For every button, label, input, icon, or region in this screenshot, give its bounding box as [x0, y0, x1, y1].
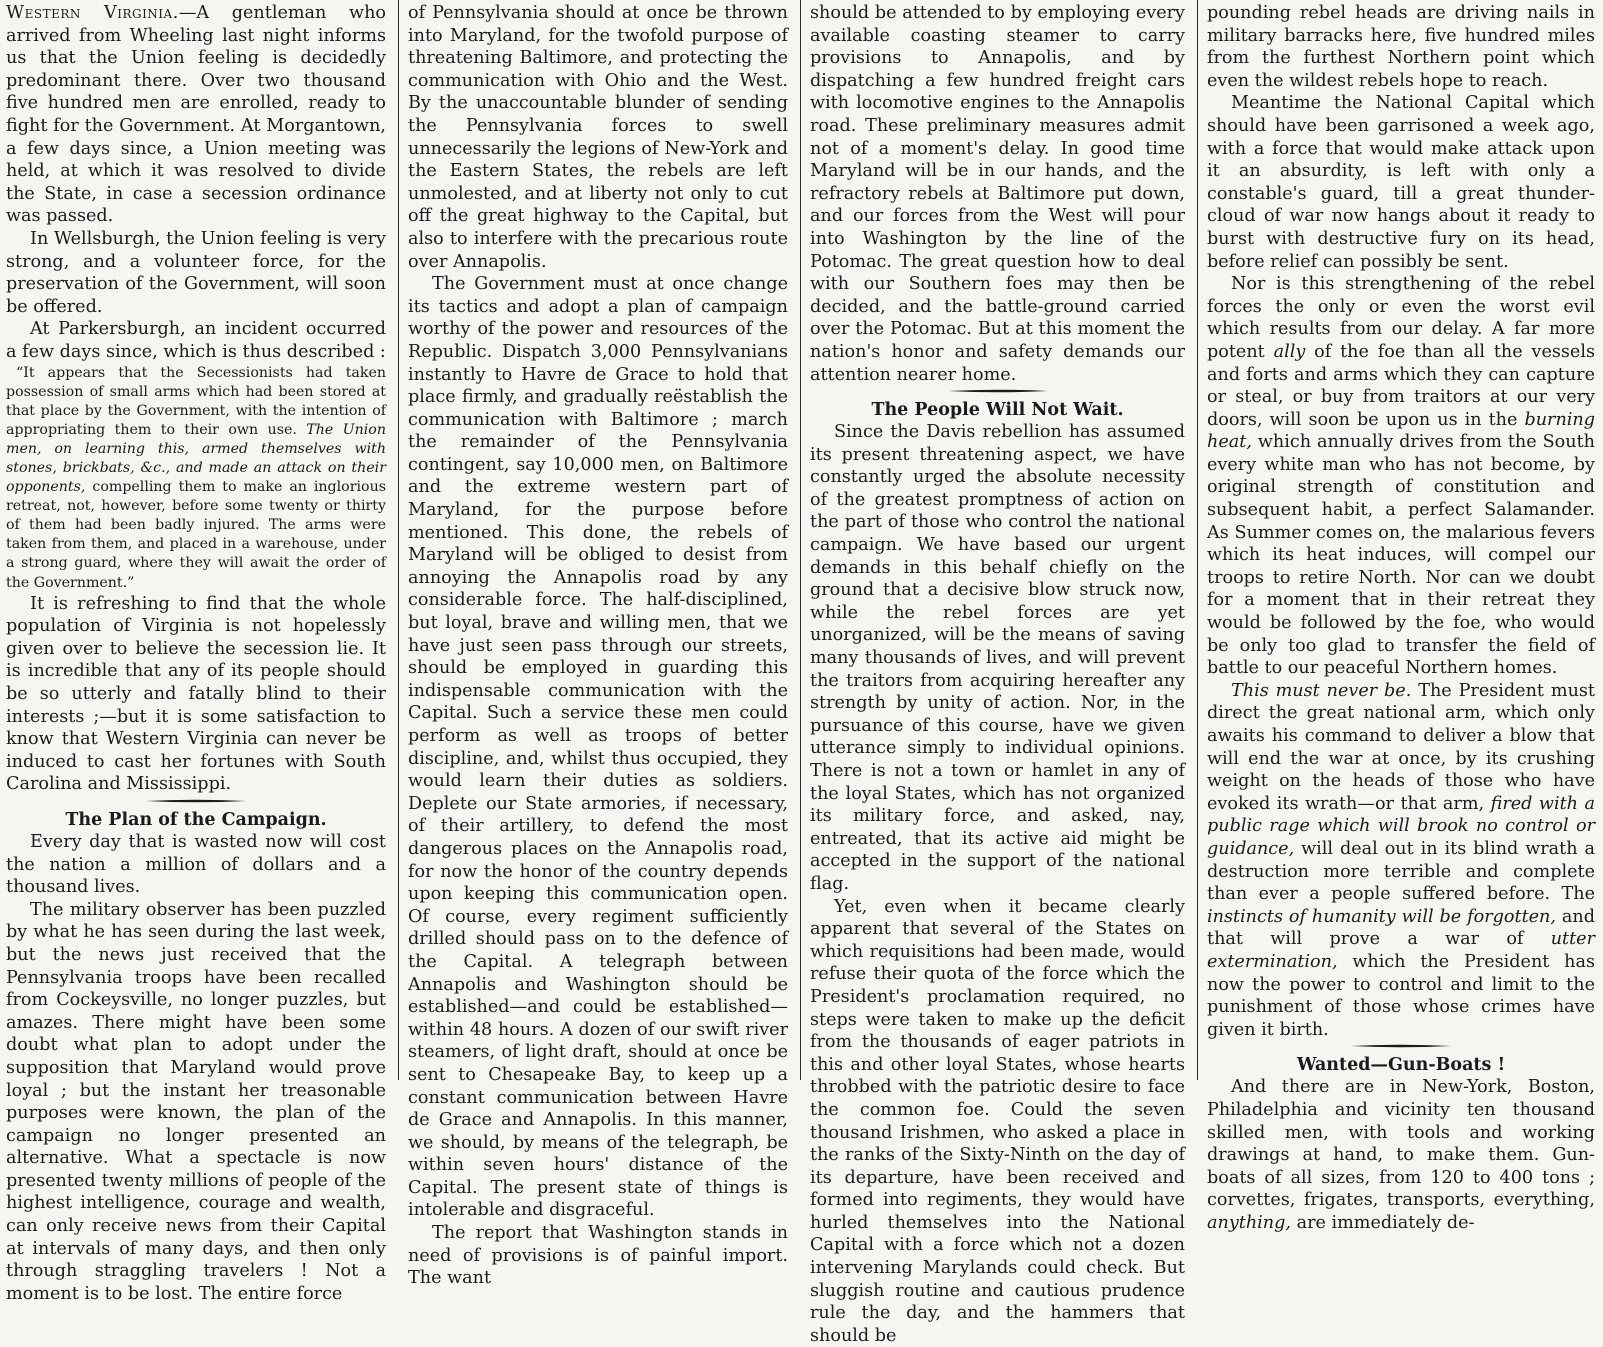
italic-text: ally — [1273, 341, 1306, 362]
article-paragraph — [1207, 2, 1595, 92]
italic-text: burning heat, — [1207, 409, 1595, 453]
text-run: —A gentleman who arrived from Wheeling last night informs us that the Union feeling is decidedly predominant there. Over two thousand five hundred men are enrolled, ready to fight for the Government. At Morgantown, a few days since, a Union meeting was held, at which it was resolved to divide the State, in case a secession ordinance was passed. — [6, 3, 386, 227]
column-2 — [398, 2, 800, 1289]
italic-text: utter extermination, — [1207, 929, 1595, 972]
text-run: Yet, even when it became clearly apparent that several of the States on which requisitions had been made, would refuse their quota of the force which the President's proclamation required, no steps were taken to make up the deficit from the thousands of eager patriots in this and other loyal States, whose hearts throbbed with the patriotic desire to face the common foe. Could the seven thousand Irishmen, who asked a place in the ranks of the Sixty-Ninth on the day of its departure, have been received and formed into regiments, they would have hurled themselves into the National Capital with a force which not a dozen intervening Marylands could check. But sluggish routine and cautious prudence rule the day, and the hammers that should be — [810, 896, 1185, 1346]
italic-text: anything, — [1207, 1212, 1291, 1233]
italic-text: The Union men, on learning this, armed themselves with stones, brickbats, &c., and made an attack on their opponents, — [6, 421, 386, 496]
article-paragraph — [1207, 273, 1595, 680]
article-paragraph — [408, 273, 788, 1222]
column-rule — [398, 0, 399, 1080]
text-run: The military observer has been puzzled by what he has seen during the last week, but the news just received that the Pennsylvania troops have been recalled from Cockeysville, no longer puzzles, but amazes. There might have been some doubt what plan to adopt under the supposition that Maryland would prove loyal ; but the instant her treasonable purposes were known, the plan of the campaign no longer presented an alternative. What a spectacle is now presented twenty millions of people of the highest intelligence, courage and wealth, can only receive news from their Capital at intervals of many days, and then only through straggling travelers ! Not a moment is to be lost. The entire force — [6, 899, 386, 1304]
text-run: are immediately de- — [1290, 1212, 1475, 1233]
article-paragraph — [6, 831, 386, 899]
article-paragraph — [810, 421, 1185, 895]
italic-text: instincts of humanity will be forgotten, — [1207, 906, 1556, 927]
column-rule — [1197, 0, 1198, 1080]
article-headline: The People Will Not Wait. — [871, 400, 1124, 421]
italic-text: This must never be. — [1231, 680, 1412, 701]
text-run: At Parkersburgh, an incident occurred a few days since, which is thus described : — [6, 319, 386, 362]
article-paragraph — [6, 318, 386, 363]
article-paragraph — [1207, 1076, 1595, 1234]
text-run: compelling them to make an inglorious retreat, not, however, before some twenty or thirty of them had been badly injured. The arms were taken from them, and placed in a warehouse, under a strong guard, where they will await the order of the Government.” — [6, 479, 386, 591]
column-1 — [0, 2, 398, 1304]
text-run: pounding rebel heads are driving nails in military barracks here, five hundred miles from the furthest Northern point which even the wildest rebels hope to reach. — [1207, 3, 1595, 91]
text-run: It is refreshing to find that the whole population of Virginia is not hopelessly given over to believe the secession lie. It is incredible that any of its people should be so utterly and fatally blind to their interests ;—but it is some satisfaction to know that Western Virginia can never be induced to cast her fortunes with South Carolina and Mississippi. — [6, 593, 386, 795]
text-run: Nor is this strengthening of the rebel forces the only or even the worst evil which results from our delay. A far more potent — [1207, 274, 1595, 362]
article-paragraph — [408, 2, 788, 273]
text-run: The report that Washington stands in need of provisions is of painful import. The want — [408, 1223, 788, 1289]
article-paragraph — [810, 2, 1185, 386]
dateline: Western Virginia. — [6, 3, 179, 23]
text-run: And there are in New-York, Boston, Philadelphia and vicinity ten thousand skilled men, with tools and working drawings at hand, to make them. Gun-boats of all sizes, from 120 to 400 tons ; corvettes, frigates, transports, everything, — [1207, 1077, 1595, 1211]
text-run: Meantime the National Capital which should have been garrisoned a week ago, with a force that would make attack upon it an absurdity, is left with only a constable's guard, till a great thunder-cloud of war now hangs about it ready to burst with destructive fury on its head, before relief can possibly be sent. — [1207, 93, 1595, 272]
column-rule — [800, 0, 801, 1080]
text-run: which annually drives from the South every white man who has not become, by original strength of constitution and subsequent habit, a perfect Salamander. As Summer comes on, the malarious fevers which its heat induces, will compel our troops to retire North. Nor can we doubt for a moment that in their retreat they would be followed by the foe, who would be only too glad to transfer the field of battle to our peaceful Northern homes. — [1207, 432, 1595, 679]
text-run: will deal out in its blind wrath a destruction more terrible and complete than ever a people suffered before. The — [1207, 838, 1595, 905]
article-paragraph — [6, 2, 386, 228]
quoted-paragraph — [6, 364, 386, 593]
article-paragraph — [1207, 680, 1595, 1042]
text-run: of Pennsylvania should at once be thrown into Maryland, for the twofold purpose of threatening Baltimore, and protecting the communication with Ohio and the West. By the unaccountable blunder of sending the Pennsylvania forces to swell unnecessarily the legions of New-York and the Eastern States, the rebels are left unmolested, and at liberty not only to cut off the great highway to the Capital, but also to interfere with the precarious route over Annapolis. — [408, 3, 788, 272]
text-run: “It appears that the Secessionists had taken possession of small arms which had been stored at that place by the Government, with the intention of appropriating them to their own use. — [6, 364, 386, 438]
article-paragraph — [408, 1222, 788, 1290]
text-run: The Government must at once change its tactics and adopt a plan of campaign worthy of the power and resources of the Republic. Dispatch 3,000 Pennsylvanians instantly to Havre de Grace to hold that place firmly, and gradually reëstablish the communication with Baltimore ; march the remainder of the Pennsylvania contingent, say 10,000 men, on Baltimore and the extreme western part of Maryland, for the purpose before mentioned. This done, the rebels of Maryland will be obliged to desist from annoying the Annapolis road by any considerable force. The half-disciplined, but loyal, brave and willing men, that we have just seen pass through our streets, should be employed in guarding this indispensable communication with the Capital. Such a service these men could perform as well as troops of better discipline, and, whilst thus occupied, they would learn their duties as soldiers. Deplete our State armories, if necessary, of their artillery, to defend the most dangerous places on the Annapolis road, for now the honor of the country depends upon keeping this communication open. Of course, every regiment sufficiently drilled should pass on to the defence of the Capital. A telegraph between Annapolis and Washington should be established—and could be established—within 48 hours. A dozen of our swift river steamers, of light draft, should at once be sent to Chesapeake Bay, to keep up a constant communication between Havre de Grace and Annapolis. In this manner, we should, by means of the telegraph, be within seven hours' distance of the Capital. The present state of things is intolerable and disgraceful. — [408, 274, 788, 1221]
column-4 — [1197, 2, 1603, 1233]
text-run: of the foe than all the vessels and forts and arms which they can capture or steal, or buy from traitors at our very doors, will soon be upon us in the — [1207, 341, 1595, 430]
text-run: and that will prove a war of — [1207, 906, 1595, 950]
article-paragraph — [810, 896, 1185, 1347]
section-divider — [1351, 1044, 1451, 1048]
text-run: which the President has now the power to control and limit to the punishment of those whose crimes have given it birth. — [1207, 951, 1595, 1040]
text-run: Since the Davis rebellion has assumed its present threatening aspect, we have constantly urged the absolute necessity of the greatest promptness of action on the part of those who control the national campaign. We have based our urgent demands in this behalf chiefly on the ground that a decisive blow struck now, while the rebel forces are yet unorganized, will be the means of saving many thousands of lives, and will prevent the traitors from acquiring hereafter any strength by unity of action. Nor, in the pursuance of this course, have we given utterance simply to individual opinions. There is not a town or hamlet in any of the loyal States, which has not organized its military force, and asked, nay, entreated, that its active aid might be accepted in the support of the national flag. — [810, 422, 1185, 894]
italic-text: fired with a public rage which will brook no control or guidance, — [1207, 793, 1595, 859]
text-run: The President must direct the great national arm, which only awaits his command to deliver a blow that will end the war at once, by its crushing weight on the heads of those who have evoked its wrath—or that arm, — [1207, 680, 1595, 814]
article-headline: Wanted—Gun-Boats ! — [1296, 1055, 1506, 1076]
text-run: should be attended to by employing every available coasting steamer to carry provisions to Annapolis, and by dispatching a few hundred freight cars with locomotive engines to the Annapolis road. These preliminary measures admit not of a moment's delay. In good time Maryland will be in our hands, and the refractory rebels at Baltimore put down, and our forces from the West will pour into Washington by the line of the Potomac. The great question how to deal with our Southern foes may then be decided, and the battle-ground carried over the Potomac. But at this moment the nation's honor and safety demands our attention nearer home. — [810, 3, 1185, 385]
article-paragraph — [6, 228, 386, 318]
section-divider — [948, 389, 1048, 393]
text-run: In Wellsburgh, the Union feeling is very strong, and a volunteer force, for the preservation of the Government, will soon be offered. — [6, 228, 386, 317]
text-run: Every day that is wasted now will cost the nation a million of dollars and a thousand lives. — [6, 831, 386, 898]
article-paragraph — [6, 593, 386, 796]
article-headline: The Plan of the Campaign. — [65, 809, 327, 830]
section-divider — [146, 799, 246, 803]
column-3 — [800, 2, 1197, 1346]
article-paragraph — [1207, 92, 1595, 273]
article-paragraph — [6, 899, 386, 1306]
